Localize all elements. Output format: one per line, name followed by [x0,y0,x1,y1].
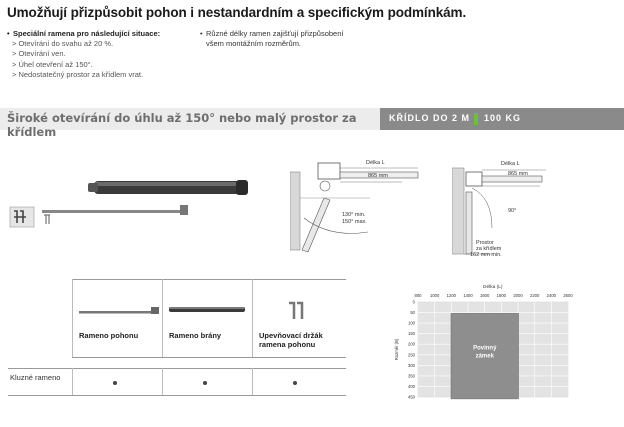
arm-drive-icon [73,285,163,329]
chart-y-tick: 300 [408,362,415,368]
list-item: > Otevírání do svahu až 20 %. [12,39,114,49]
drawing-b-dim-label: 865 mm [508,171,528,177]
table-row-rule [8,368,346,369]
table-bottom-rule [8,395,346,396]
section-title: Široké otevírání do úhlu až 150° nebo malý prostor za křídlem [7,111,357,139]
operator-arm [42,205,188,215]
drawing-wide-opening [290,158,440,258]
chart-region-label: Povinný [473,345,497,352]
list-item: > Nedostatečný prostor za křídlem vrat. [12,69,144,79]
drawing-a-angle-max: 150° max. [342,219,367,225]
special-arms-list [7,29,197,80]
section-band [0,108,624,139]
chart-x-tick: 1800 [496,293,506,298]
pillar [290,172,300,250]
chart-y-tick: 100 [408,320,415,326]
gate-leaf [302,198,330,252]
chart-x-tick: 800 [414,293,422,298]
chart-y-tick: 50 [410,310,415,316]
accessory-label: Upevňovací držák ramena pohonu [259,331,323,349]
accessory-cell [72,279,162,357]
operator-illustration [0,165,260,235]
section-title-box [0,108,380,139]
installation-chart [384,280,576,400]
gate-leaf [466,192,472,254]
arm-lengths-note: • Různé délky ramen zajišťují přizpůsobení všem montážním rozměrům. [200,29,344,49]
drawing-a-dim-label: 865 mm [368,173,388,179]
chart-region-label: zámek [475,353,494,360]
drawing-b-angle-label: 90° [508,208,517,214]
chart-x-tick: 2400 [546,293,556,298]
chart-y-tick: 0 [412,299,415,305]
operator-block [466,172,482,186]
special-arms-title: • Speciální ramena pro následující situace: [7,29,161,38]
availability-dot [203,381,207,385]
arm-gate-icon [163,285,253,329]
accessory-label: Rameno pohonu [79,331,139,340]
operator-block [318,163,340,179]
chart-y-tick: 150 [408,331,415,337]
chart-x-tick: 1000 [430,293,440,298]
availability-dot [293,381,297,385]
chart-x-tick: 2000 [513,293,523,298]
spec-wing: KŘÍDLO DO 2 M [389,113,471,123]
list-item: > Úhel otevření až 150°. [12,59,93,69]
accessory-label: Rameno brány [169,331,222,340]
chart-x-tick: 2200 [530,293,540,298]
chart-y-tick: 200 [408,341,415,347]
chart-y-tick: 350 [408,373,415,379]
chart-y-tick: 400 [408,383,415,389]
chart-y-tick: 450 [408,394,415,400]
list-item: > Otevírání ven. [12,49,66,59]
chart-x-tick: 2600 [563,293,573,298]
drawing-a-length-label: Délka L [366,160,385,166]
drawing-b-space-label-2: za křídlem [476,246,502,252]
spec-weight: 100 KG [484,113,522,123]
drawing-b-space-label-1: Prostor [476,240,494,246]
pillar [452,168,464,254]
drawing-b-space-label-3: 162 mm min. [470,252,502,258]
arm-bracket-icon [253,285,343,329]
page-heading: Umožňují přizpůsobit pohon i nestandardním a specifickým podmínkám. [7,5,467,20]
accessory-cell [252,279,342,357]
spec-separator [474,113,478,125]
operator-body [88,180,248,195]
accessories-table [72,279,342,357]
spec-box [380,108,624,130]
glide-arm-label: Kluzné rameno [10,373,61,382]
chart-y-tick: 250 [408,352,415,358]
chart-x-tick: 1200 [446,293,456,298]
accessory-cell [162,279,252,357]
availability-dot [113,381,117,385]
drawing-b-length-label: Délka L [501,161,520,167]
drawing-a-angle-min: 130° min. [342,212,366,218]
chart-x-tick: 1400 [463,293,473,298]
chart-title: Délka (L) [483,285,503,290]
chart-y-label: Rozměr (B) [394,338,399,361]
chart-x-tick: 1600 [480,293,490,298]
table-mid-rule [72,357,346,358]
